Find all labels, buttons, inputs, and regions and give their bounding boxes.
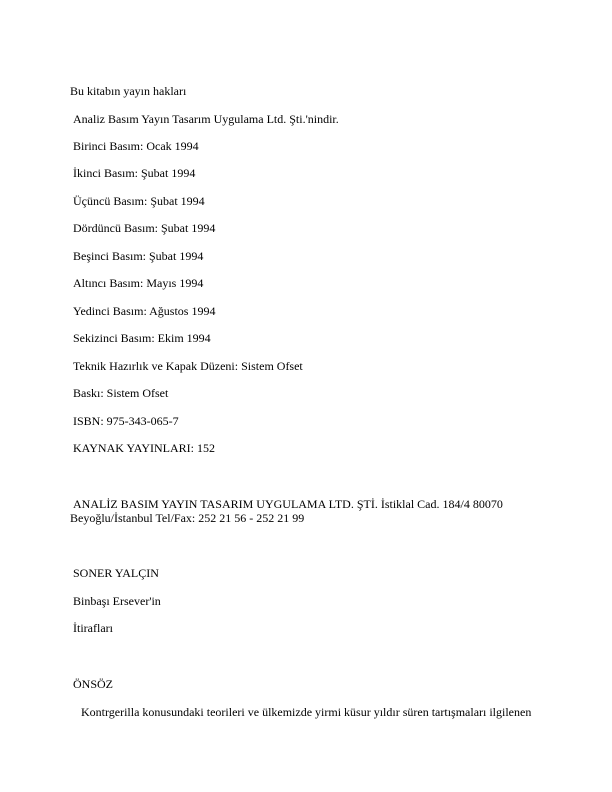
isbn: ISBN: 975-343-065-7 xyxy=(73,414,179,428)
edition-7: Yedinci Basım: Ağustos 1994 xyxy=(73,304,216,318)
edition-4: Dördüncü Basım: Şubat 1994 xyxy=(73,221,216,235)
edition-3: Üçüncü Basım: Şubat 1994 xyxy=(73,194,205,208)
copyright-owner: Analiz Basım Yayın Tasarım Uygulama Ltd. Şti.'nindir. xyxy=(73,112,339,126)
production-layout: Teknik Hazırlık ve Kapak Düzeni: Sistem Ofset xyxy=(73,359,303,373)
edition-1: Birinci Basım: Ocak 1994 xyxy=(73,139,199,153)
preface-first-line: Kontrgerilla konusundaki teorileri ve ülkemizde yirmi küsur yıldır süren tartışmaları ilgilenen xyxy=(81,705,532,719)
book-title-line2: İtirafları xyxy=(73,621,113,635)
edition-8: Sekizinci Basım: Ekim 1994 xyxy=(73,331,211,345)
edition-6: Altıncı Basım: Mayıs 1994 xyxy=(73,276,204,290)
publisher-address-line1: ANALİZ BASIM YAYIN TASARIM UYGULAMA LTD. ŞTİ. İstiklal Cad. 184/4 80070 xyxy=(73,497,503,511)
copyright-intro: Bu kitabın yayın hakları xyxy=(70,84,187,98)
preface-heading: ÖNSÖZ xyxy=(73,677,114,691)
edition-5: Beşinci Basım: Şubat 1994 xyxy=(73,249,204,263)
book-title-line1: Binbaşı Ersever'in xyxy=(73,594,161,608)
series-number: KAYNAK YAYINLARI: 152 xyxy=(73,441,216,455)
edition-2: İkinci Basım: Şubat 1994 xyxy=(73,166,196,180)
publisher-address-line2: Beyoğlu/İstanbul Tel/Fax: 252 21 56 - 252 21 99 xyxy=(70,511,305,525)
author-name: SONER YALÇIN xyxy=(73,566,159,580)
production-print: Baskı: Sistem Ofset xyxy=(73,386,169,400)
